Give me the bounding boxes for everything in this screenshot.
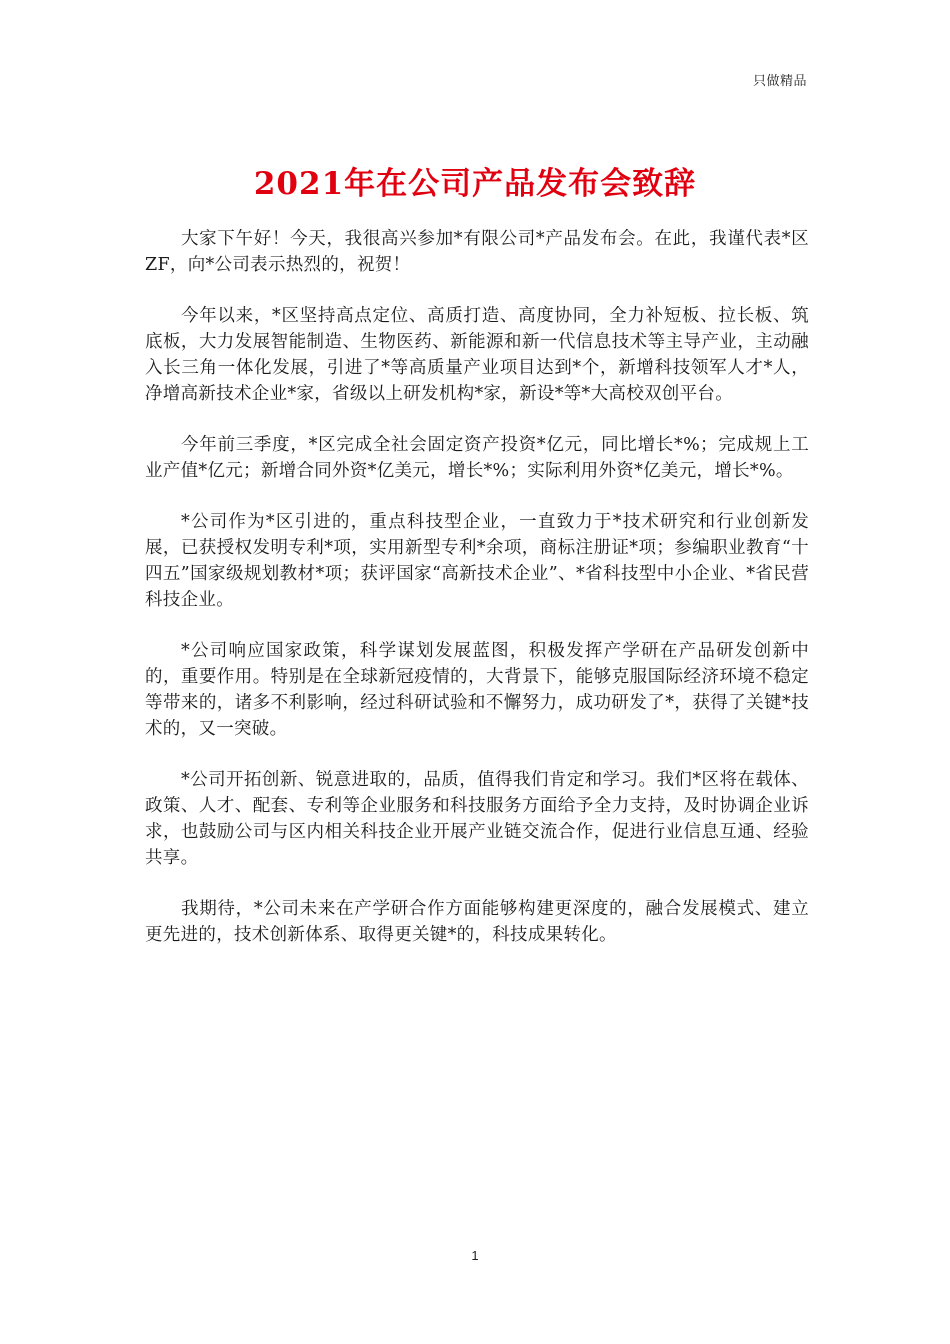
paragraph-district-support: *公司开拓创新、锐意进取的，品质，值得我们肯定和学习。我们*区将在载体、政策、人才、配套、专利等企业服务和科技服务方面给予全力支持，及时协调企业诉求，也鼓励公司与区内相关科技企业开展产业链交流合作，促进行业信息互通、经验共享。 bbox=[145, 770, 809, 868]
paragraph-quarterly-stats: 今年前三季度，*区完成全社会固定资产投资*亿元，同比增长*%；完成规上工业产值*亿元；新增合同外资*亿美元，增长*%；实际利用外资*亿美元，增长*%。 bbox=[145, 435, 809, 481]
document-title: 2021年在公司产品发布会致辞 bbox=[253, 166, 697, 202]
paragraph-company-profile: *公司作为*区引进的，重点科技型企业，一直致力于*技术研究和行业创新发展，已获授权发明专利*项，实用新型专利*余项，商标注册证*项；参编职业教育“十四五”国家级规划教材*项；获评国家“高新技术企业”、*省科技型中小企业、*省民营科技企业。 bbox=[145, 512, 809, 610]
paragraph-greeting: 大家下午好！今天，我很高兴参加*有限公司*产品发布会。在此，我谨代表*区ZF，向*公司表示热烈的，祝贺！ bbox=[145, 229, 809, 275]
document-body bbox=[145, 226, 809, 973]
paragraph-district-development: 今年以来，*区坚持高点定位、高质打造、高度协同，全力补短板、拉长板、筑底板，大力发展智能制造、生物医药、新能源和新一代信息技术等主导产业，主动融入长三角一体化发展，引进了*等高质量产业项目达到*个，新增科技领军人才*人，净增高新技术企业*家，省级以上研发机构*家，新设*等*大高校双创平台。 bbox=[145, 306, 809, 404]
header-note: 只做精品 bbox=[752, 74, 807, 89]
paragraph-expectation: 我期待，*公司未来在产学研合作方面能够构建更深度的，融合发展模式、建立更先进的，技术创新体系、取得更关键*的，科技成果转化。 bbox=[145, 899, 809, 945]
paragraph-company-research: *公司响应国家政策，科学谋划发展蓝图，积极发挥产学研在产品研发创新中的，重要作用。特别是在全球新冠疫情的，大背景下，能够克服国际经济环境不稳定等带来的，诸多不利影响，经过科研试验和不懈努力，成功研发了*，获得了关键*技术的，又一突破。 bbox=[145, 641, 809, 739]
page-number: 1 bbox=[471, 1248, 479, 1263]
